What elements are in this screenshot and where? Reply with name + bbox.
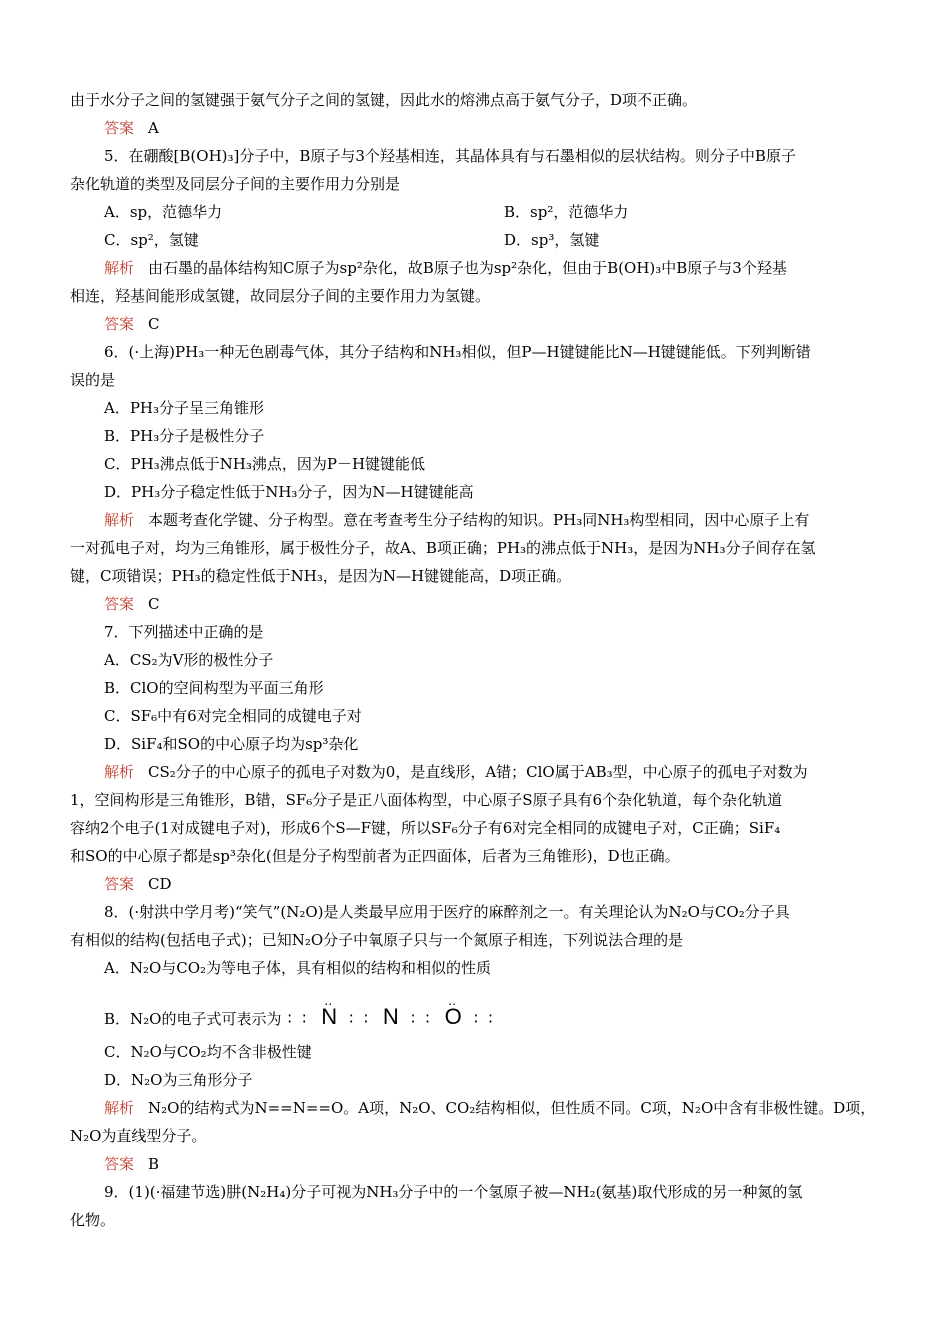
answer-label: 答案 [104, 875, 135, 893]
atom-n2 [377, 1003, 405, 1031]
question-6-stem: 6．(·上海)PH₃一种无色剧毒气体，其分子结构和NH₃相似，但P—H键键能比N—H键键能低。下列判断错 [104, 343, 811, 361]
answer-label: 答案 [104, 315, 135, 333]
answer-line [70, 114, 880, 142]
option-b: B．sp²，范德华力 [504, 203, 629, 221]
option-b [104, 994, 502, 1034]
option-c: C．SF₆中有6对完全相同的成键电子对 [104, 707, 362, 725]
analysis-line [70, 758, 880, 786]
analysis-text-cont: 容纳2个电子(1对成键电子对)，形成6个S—F键，所以SF₆分子有6对完全相同的成键电子对，C正确；SiF₄ [70, 819, 781, 837]
analysis-text-cont: 键，C项错误；PH₃的稳定性低于NH₃，是因为N—H键键能高，D项正确。 [70, 567, 572, 585]
analysis-label: 解析 [104, 511, 135, 529]
answer-value: A [148, 119, 159, 137]
question-5-stem-cont: 杂化轨道的类型及同层分子间的主要作用力分别是 [70, 175, 401, 193]
lone-pair-top: ‥ [324, 994, 335, 1008]
analysis-label: 解析 [104, 1099, 135, 1117]
analysis-text: 由石墨的晶体结构知C原子为sp²杂化，故B原子也为sp²杂化，但由于B(OH)₃中B原子与3个羟基 [148, 259, 787, 277]
answer-line [70, 590, 880, 618]
question-6-stem-cont: 误的是 [70, 371, 116, 389]
document-page [70, 86, 880, 1234]
analysis-line [70, 254, 880, 282]
analysis-label: 解析 [104, 763, 135, 781]
question-5-stem: 5．在硼酸[B(OH)₃]分子中，B原子与3个羟基相连，其晶体具有与石墨相似的层状结构。则分子中B原子 [104, 147, 796, 165]
option-d: D．SiF₄和SO的中心原子均为sp³杂化 [104, 735, 359, 753]
answer-line [70, 1150, 880, 1178]
option-b: B．ClO的空间构型为平面三角形 [104, 679, 324, 697]
question-5-options-ab [70, 198, 880, 226]
question-9-stem-cont: 化物。 [70, 1211, 116, 1229]
atom-n1 [315, 994, 343, 1031]
analysis-text-cont: 1，空间构形是三角锥形，B错，SF₆分子是正八面体构型，中心原子S原子具有6个杂化轨道，每个杂化轨道 [70, 791, 783, 809]
option-a: A．sp，范德华力 [104, 203, 223, 221]
option-d: D．PH₃分子稳定性低于NH₃分子，因为N—H键键能高 [104, 483, 474, 501]
atom-symbol: N [321, 1004, 338, 1029]
answer-label: 答案 [104, 1155, 135, 1173]
electron-formula [281, 994, 501, 1029]
option-d: D．N₂O为三角形分子 [104, 1071, 253, 1089]
answer-value: C [148, 595, 160, 613]
analysis-text: 本题考查化学键、分子构型。意在考查考生分子结构的知识。PH₃同NH₃构型相同，因中心原子上有 [148, 511, 810, 529]
option-c: C．N₂O与CO₂均不含非极性键 [104, 1043, 312, 1061]
lone-pair: ∶ ∶ [473, 1011, 496, 1028]
analysis-text-cont: N₂O为直线型分子。 [70, 1127, 207, 1145]
option-d: D．sp³，氢键 [504, 231, 600, 249]
answer-label: 答案 [104, 595, 135, 613]
atom-o [439, 994, 468, 1031]
answer-value: CD [148, 875, 172, 893]
atom-symbol: N [382, 1004, 399, 1029]
text-line: 由于水分子之间的氢键强于氨气分子之间的氢键，因此水的熔沸点高于氨气分子，D项不正确。 [70, 91, 698, 109]
option-c: C．PH₃沸点低于NH₃沸点，因为P－H键键能低 [104, 455, 426, 473]
option-b-line [70, 982, 880, 1038]
analysis-label: 解析 [104, 259, 135, 277]
option-a: A．PH₃分子呈三角锥形 [104, 399, 265, 417]
answer-line [70, 870, 880, 898]
answer-line [70, 310, 880, 338]
question-5-options-cd [70, 226, 880, 254]
option-a: A．N₂O与CO₂为等电子体，具有相似的结构和相似的性质 [104, 959, 492, 977]
analysis-text: N₂O的结构式为N==N==O。A项，N₂O、CO₂结构相似，但性质不同。C项，N₂O中含有非极性键。D项， [148, 1099, 876, 1117]
question-8-stem: 8．(·射洪中学月考)“笑气”(N₂O)是人类最早应用于医疗的麻醉剂之一。有关理论认为N₂O与CO₂分子具 [104, 903, 790, 921]
question-7-stem: 7．下列描述中正确的是 [104, 623, 264, 641]
analysis-line [70, 506, 880, 534]
atom-symbol: O [444, 1004, 462, 1029]
option-b: B．PH₃分子是极性分子 [104, 427, 265, 445]
lone-pair: ∶ ∶ [287, 1011, 310, 1028]
lone-pair-top: ‥ [448, 994, 459, 1008]
option-b-text: B．N₂O的电子式可表示为 [104, 1010, 282, 1028]
analysis-text: CS₂分子的中心原子的孤电子对数为0，是直线形，A错；ClO属于AB₃型，中心原子的孤电子对数为 [148, 763, 808, 781]
analysis-text-cont: 一对孤电子对，均为三角锥形，属于极性分子，故A、B项正确；PH₃的沸点低于NH₃，是因为NH₃分子间存在氢 [70, 539, 816, 557]
answer-value: B [148, 1155, 160, 1173]
shared-pairs: ∶ ∶ [349, 1011, 371, 1028]
analysis-text-cont: 相连，羟基间能形成氢键，故同层分子间的主要作用力为氢键。 [70, 287, 491, 305]
option-a: A．CS₂为V形的极性分子 [104, 651, 274, 669]
answer-value: C [148, 315, 160, 333]
question-8-stem-cont: 有相似的结构(包括电子式)；已知N₂O分子中氧原子只与一个氮原子相连，下列说法合理的是 [70, 931, 684, 949]
answer-label: 答案 [104, 119, 135, 137]
question-9-stem: 9．(1)(·福建节选)肼(N₂H₄)分子可视为NH₃分子中的一个氢原子被—NH₂(氨基)取代形成的另一种氮的氢 [104, 1183, 803, 1201]
shared-pairs: ∶ ∶ [410, 1011, 433, 1028]
analysis-text-cont: 和SO的中心原子都是sp³杂化(但是分子构型前者为正四面体，后者为三角锥形)，D也正确。 [70, 847, 680, 865]
option-c: C．sp²，氢键 [104, 231, 199, 249]
analysis-line [70, 1094, 880, 1122]
